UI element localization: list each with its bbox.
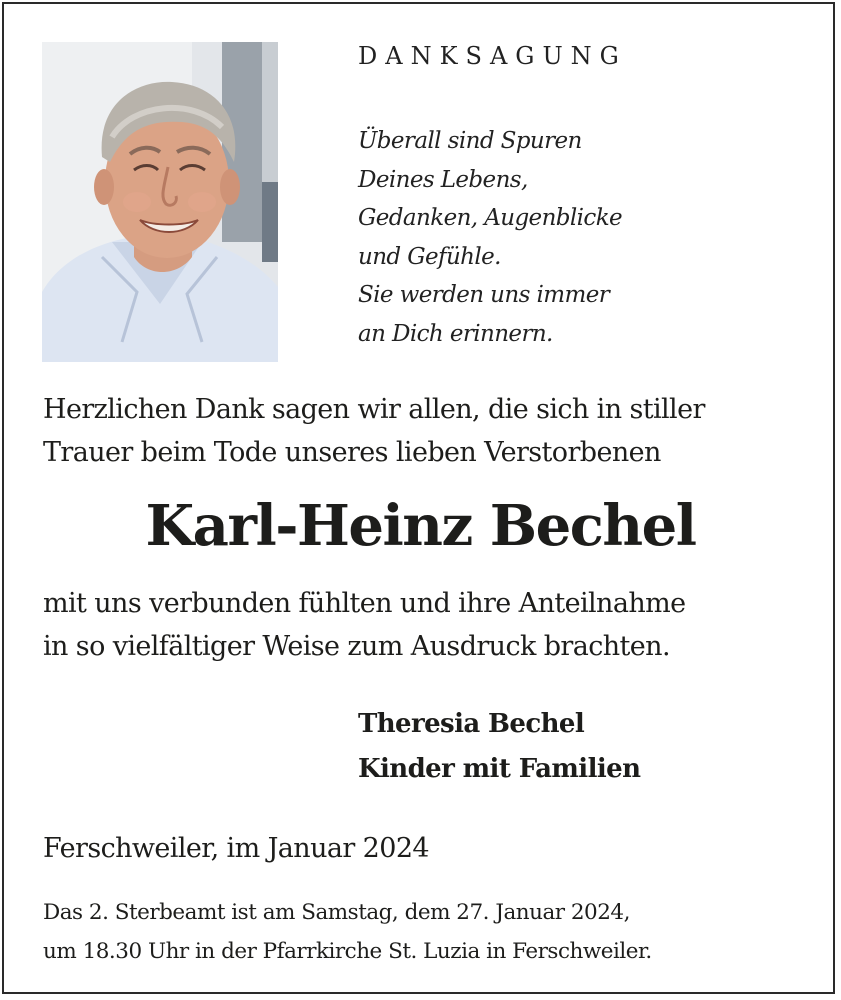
deceased-name: Karl-Heinz Bechel — [145, 493, 696, 559]
thanks-text — [43, 388, 705, 474]
continuation-line: mit uns verbunden fühlten und ihre Anteilnahme — [43, 588, 686, 619]
poem-line: und Gefühle. — [358, 243, 501, 270]
poem-verse — [358, 122, 622, 353]
notice-heading: DANKSAGUNG — [358, 42, 627, 70]
portrait-photo — [42, 42, 278, 362]
poem-line: Überall sind Spuren — [358, 128, 582, 154]
thanks-line: Herzlichen Dank sagen wir allen, die sich in stiller — [43, 394, 705, 425]
poem-line: an Dich erinnern. — [358, 320, 553, 347]
service-info — [43, 893, 652, 971]
continuation-text — [43, 582, 686, 668]
poem-line: Gedanken, Augenblicke — [358, 205, 623, 231]
continuation-line: in so vielfältiger Weise zum Ausdruck brachten. — [43, 631, 670, 662]
place-date: Ferschweiler, im Januar 2024 — [43, 833, 429, 864]
poem-line: Deines Lebens, — [358, 166, 528, 193]
service-line: um 18.30 Uhr in der Pfarrkirche St. Luzia in Ferschweiler. — [43, 939, 652, 964]
service-line: Das 2. Sterbeamt ist am Samstag, dem 27. Januar 2024, — [43, 900, 630, 925]
thanks-line: Trauer beim Tode unseres lieben Verstorbenen — [43, 437, 661, 468]
portrait-illustration — [42, 42, 278, 362]
mourner-line: Theresia Bechel — [358, 709, 585, 739]
mourner-line: Kinder mit Familien — [358, 754, 641, 784]
poem-line: Sie werden uns immer — [358, 282, 610, 308]
mourners-signature — [358, 702, 640, 792]
